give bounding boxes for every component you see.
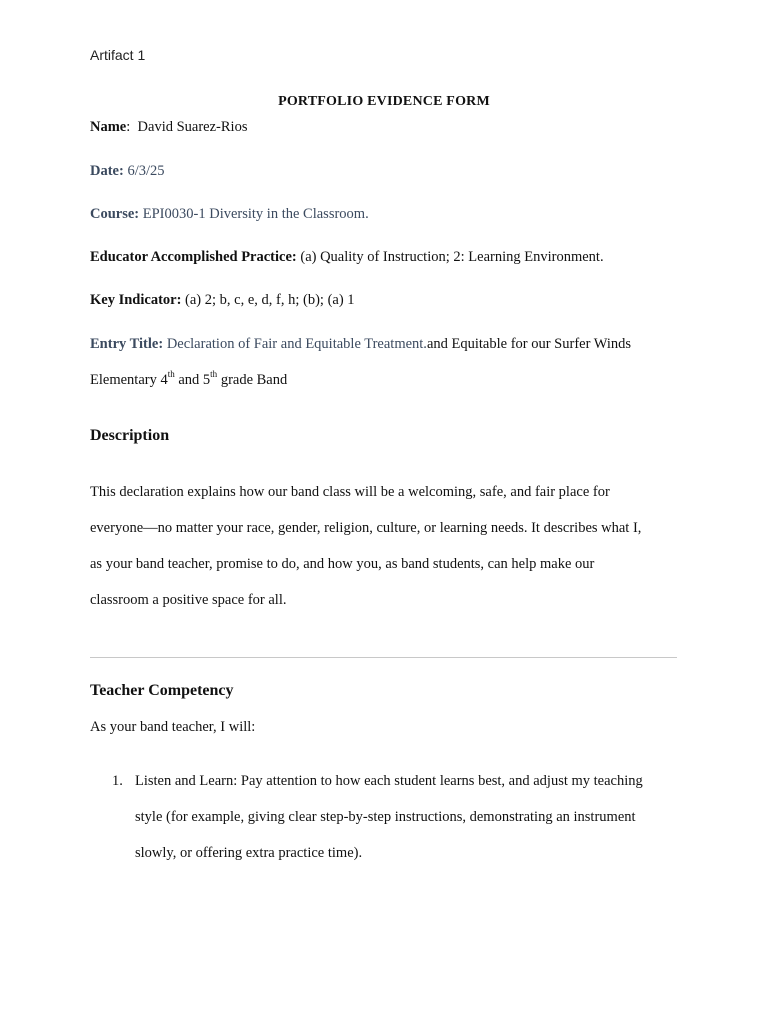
- description-line: as your band teacher, promise to do, and how you, as band students, can help make our: [90, 556, 595, 572]
- list-item-line: slowly, or offering extra practice time).: [135, 845, 363, 861]
- practice-value: (a) Quality of Instruction; 2: Learning Environment.: [300, 249, 604, 265]
- list-item-line: Listen and Learn: Pay attention to how each student learns best, and adjust my teaching: [135, 773, 643, 789]
- course-line: [90, 206, 369, 223]
- name-value: David Suarez-Rios: [137, 119, 248, 135]
- name-line: Name: David Suarez-Rios: [90, 119, 248, 135]
- list-item-number: 1.: [112, 773, 123, 789]
- superscript: th: [210, 369, 218, 380]
- entry-title-linked: Declaration of Fair and Equitable Treatment.: [166, 336, 427, 352]
- course-value: EPI0030-1 Diversity in the Classroom.: [142, 206, 369, 222]
- practice-line: [90, 249, 604, 266]
- description-heading: Description: [90, 427, 170, 444]
- course-label: Course:: [90, 206, 140, 222]
- description-line: everyone—no matter your race, gender, religion, culture, or learning needs. It describes what I,: [90, 520, 642, 536]
- date-label: Date:: [90, 163, 124, 179]
- entry-title-text: Elementary 4: [90, 372, 168, 388]
- entry-title-text: and 5: [174, 372, 211, 388]
- indicator-line: [90, 292, 355, 309]
- form-title: PORTFOLIO EVIDENCE FORM: [278, 94, 490, 109]
- artifact-label: Artifact 1: [90, 47, 146, 63]
- indicator-value: (a) 2; b, c, e, d, f, h; (b); (a) 1: [185, 292, 355, 308]
- entry-title-text: grade Band: [217, 372, 288, 388]
- entry-title-label: Entry Title:: [90, 336, 164, 352]
- entry-title-rest: and Equitable for our Surfer Winds: [426, 336, 632, 352]
- description-line: classroom a positive space for all.: [90, 592, 287, 608]
- competency-intro: As your band teacher, I will:: [90, 719, 256, 735]
- indicator-label: Key Indicator:: [90, 292, 182, 308]
- name-label: Name: [90, 119, 127, 135]
- description-line: This declaration explains how our band class will be a welcoming, safe, and fair place for: [90, 484, 610, 500]
- superscript: th: [167, 369, 175, 380]
- date-value: 6/3/25: [127, 163, 165, 179]
- list-item-line: style (for example, giving clear step-by-step instructions, demonstrating an instrument: [135, 809, 636, 825]
- date-line: [90, 163, 165, 180]
- entry-title-line: [90, 336, 631, 353]
- competency-heading: Teacher Competency: [90, 682, 234, 699]
- entry-title-line-2: [90, 369, 288, 389]
- practice-label: Educator Accomplished Practice:: [90, 249, 297, 265]
- section-divider: [90, 657, 677, 658]
